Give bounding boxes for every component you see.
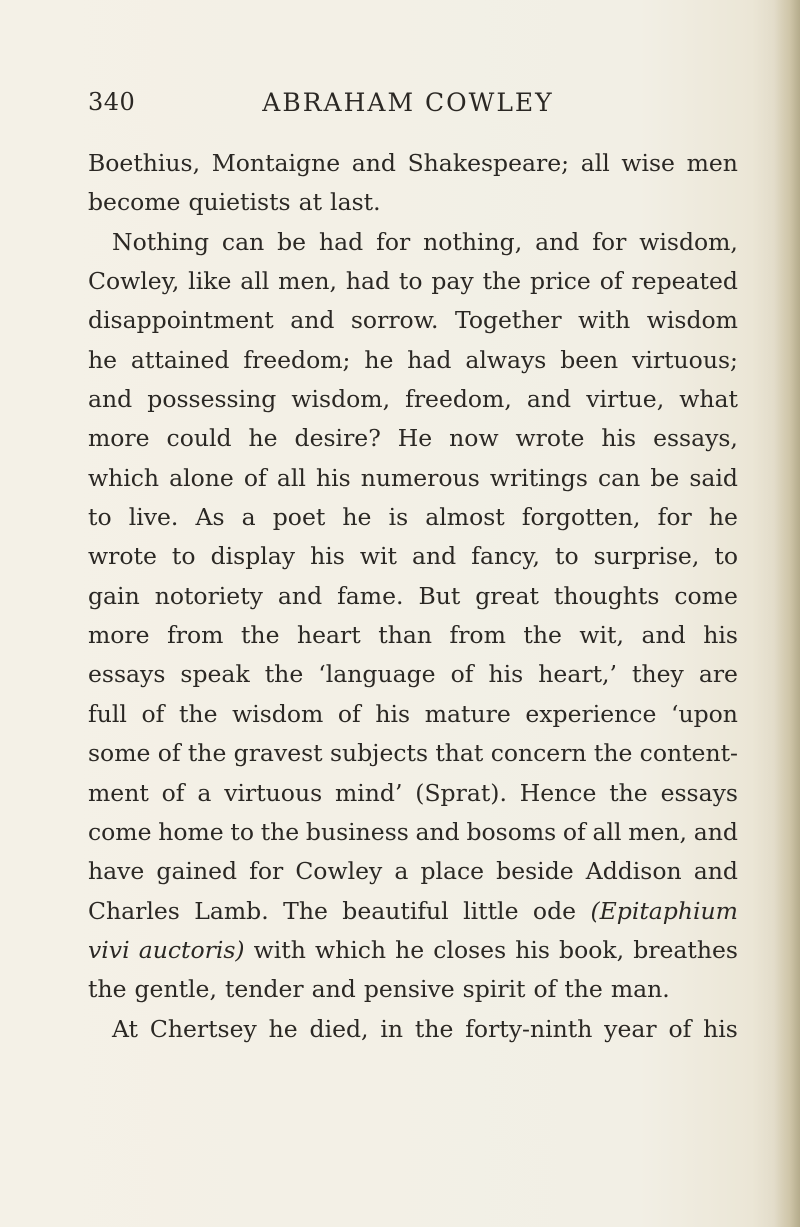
word: But (418, 581, 461, 610)
word: writings (489, 463, 588, 492)
word: to (88, 503, 112, 532)
word: poet (272, 503, 326, 532)
word: great (475, 581, 539, 610)
text-line (88, 223, 738, 262)
word: can (597, 463, 641, 492)
word: Boethius, (88, 149, 201, 177)
text-line (88, 734, 738, 773)
word: the (260, 817, 300, 846)
word: gain (88, 581, 140, 610)
word: the (564, 975, 603, 1004)
text-line (88, 419, 738, 458)
page-edge-shadow (774, 0, 800, 1227)
word: become (88, 188, 181, 217)
word: men (686, 149, 738, 177)
word: and (535, 227, 580, 256)
word: he (364, 345, 394, 374)
word: the (609, 778, 648, 807)
word: virtuous; (632, 345, 738, 374)
word: sorrow. (350, 306, 439, 335)
word: freedom; (243, 345, 351, 374)
word: to (555, 542, 579, 571)
word: could (166, 424, 232, 453)
word: he (395, 935, 425, 964)
word: and (412, 542, 457, 571)
word: all (276, 463, 306, 492)
word: for (657, 503, 692, 532)
word: Charles (88, 896, 180, 925)
word: wisdom, (639, 227, 738, 256)
word: his (310, 542, 345, 571)
word: pensive (363, 975, 455, 1004)
word: the (414, 1014, 454, 1043)
word: his (601, 424, 637, 453)
word: bosoms (466, 817, 557, 846)
word: ‘language (318, 660, 436, 689)
text-line (88, 774, 738, 813)
text-line (88, 577, 738, 616)
word: and (693, 817, 738, 846)
word: been (560, 345, 619, 374)
word: and (290, 306, 335, 335)
word: the (178, 699, 218, 728)
word: for (592, 227, 627, 256)
word: speak (180, 660, 250, 689)
word: from (449, 621, 506, 650)
word: have (88, 857, 145, 886)
word: At (112, 1014, 139, 1043)
page-header (88, 88, 728, 128)
word: wisdom (646, 306, 738, 335)
word: the (482, 267, 522, 296)
word: of (157, 739, 181, 768)
word: to (171, 542, 196, 571)
word: with (253, 935, 306, 964)
word: Addison (585, 857, 682, 886)
word: little (463, 896, 519, 925)
word: ode (532, 896, 577, 925)
word: full (88, 699, 127, 728)
word: what (679, 385, 738, 414)
word: all (592, 817, 622, 846)
word: some (88, 739, 151, 768)
word: of (161, 778, 185, 807)
word: his (488, 660, 524, 689)
word: wit, (579, 621, 624, 650)
word: he (248, 424, 278, 453)
word: book, (559, 935, 625, 964)
word: a (197, 778, 212, 807)
word: than (378, 621, 432, 650)
word: gentle, (134, 975, 217, 1004)
word: the (240, 621, 280, 650)
word: is (388, 503, 409, 532)
word: to (230, 817, 254, 846)
text-line (88, 183, 738, 222)
word: his (703, 621, 738, 650)
word: come (88, 817, 152, 846)
word: (Epitaphium (590, 896, 738, 925)
word: all (240, 267, 270, 296)
word: The (283, 896, 328, 925)
text-line (88, 459, 738, 498)
word: (Sprat). (415, 778, 507, 807)
word: to (398, 267, 423, 296)
word: forty-ninth (465, 1014, 593, 1043)
word: to (714, 542, 738, 571)
text-line (88, 892, 738, 931)
word: essays (88, 660, 166, 689)
text-line (88, 970, 738, 1009)
word: had (407, 345, 452, 374)
word: Nothing (112, 227, 209, 256)
word: the (593, 739, 633, 768)
word: heart,’ (538, 660, 617, 689)
word: Hence (519, 778, 597, 807)
word: content- (639, 739, 738, 768)
word: men, (278, 267, 337, 296)
word: surprise, (593, 542, 700, 571)
word: and (88, 385, 133, 414)
text-line (88, 144, 738, 183)
word: with (578, 306, 631, 335)
word: concern (490, 739, 587, 768)
word: essays (660, 778, 738, 807)
word: like (188, 267, 232, 296)
page-number: 340 (88, 88, 136, 116)
word: subjects (329, 739, 429, 768)
word: notoriety (154, 581, 263, 610)
word: essays, (653, 424, 738, 453)
word: home (158, 817, 224, 846)
word: wisdom, (291, 385, 391, 414)
word: gained (156, 857, 238, 886)
text-line (88, 262, 738, 301)
word: breathes (633, 935, 738, 964)
word: said (689, 463, 738, 492)
word: tender (224, 975, 304, 1004)
word: had (319, 227, 364, 256)
text-line (88, 1010, 738, 1049)
word: at (298, 188, 323, 217)
word: alone (169, 463, 234, 492)
word: men, (628, 817, 687, 846)
word: business (305, 817, 409, 846)
word: forgotten, (521, 503, 641, 532)
word: more (88, 424, 150, 453)
running-title: ABRAHAM COWLEY (262, 88, 554, 117)
word: of (533, 975, 557, 1004)
text-line (88, 498, 738, 537)
word: for (376, 227, 411, 256)
word: wisdom (232, 699, 324, 728)
word: his (375, 699, 411, 728)
word: disappointment (88, 306, 274, 335)
word: wise (621, 149, 675, 177)
word: Cowley, (88, 267, 180, 296)
word: for (249, 857, 284, 886)
word: are (698, 660, 738, 689)
word: virtuous (224, 778, 323, 807)
word: last. (330, 188, 381, 217)
word: the (88, 975, 127, 1004)
word: always (465, 345, 547, 374)
word: nothing, (423, 227, 523, 256)
word: man. (610, 975, 670, 1004)
word: freedom, (405, 385, 512, 414)
word: and (277, 581, 323, 610)
word: wrote (515, 424, 585, 453)
word: his (515, 935, 550, 964)
word: live. (128, 503, 179, 532)
word: more (88, 621, 150, 650)
text-line (88, 380, 738, 419)
word: his (703, 1014, 738, 1043)
body-text (88, 144, 738, 1049)
word: of (141, 699, 165, 728)
word: and (311, 975, 356, 1004)
word: auctoris) (138, 935, 245, 964)
word: died, (309, 1014, 369, 1043)
word: of (599, 267, 623, 296)
word: pay (431, 267, 474, 296)
text-line (88, 616, 738, 655)
word: be (277, 227, 307, 256)
text-line (88, 852, 738, 891)
word: he (342, 503, 372, 532)
word: possessing (147, 385, 277, 414)
word: which (314, 935, 387, 964)
word: be (650, 463, 680, 492)
word: beautiful (342, 896, 449, 925)
word: he (268, 1014, 298, 1043)
word: of (243, 463, 267, 492)
word: He (397, 424, 433, 453)
word: ment (88, 778, 149, 807)
text-line (88, 931, 738, 970)
word: spirit (462, 975, 526, 1004)
word: place (420, 857, 485, 886)
word: As (195, 503, 225, 532)
word: thoughts (553, 581, 660, 610)
word: and (526, 385, 572, 414)
word: display (210, 542, 296, 571)
word: attained (130, 345, 230, 374)
text-line (88, 695, 738, 734)
word: numerous (360, 463, 480, 492)
word: and (693, 857, 738, 886)
word: and (415, 817, 460, 846)
word: virtue, (586, 385, 665, 414)
word: that (435, 739, 484, 768)
word: quietists (188, 188, 291, 217)
word: and (641, 621, 686, 650)
text-line (88, 655, 738, 694)
word: of (668, 1014, 692, 1043)
word: desire? (294, 424, 381, 453)
word: in (380, 1014, 404, 1043)
text-line (88, 813, 738, 852)
word: year (604, 1014, 657, 1043)
word: Cowley (295, 857, 383, 886)
word: they (632, 660, 684, 689)
word: now (449, 424, 499, 453)
word: experience (525, 699, 657, 728)
word: mature (424, 699, 511, 728)
text-line (88, 341, 738, 380)
word: the (187, 739, 227, 768)
word: Montaigne (211, 149, 341, 177)
word: had (345, 267, 391, 296)
word: of (562, 817, 586, 846)
word: fancy, (471, 542, 540, 571)
word: Lamb. (194, 896, 269, 925)
word: heart (297, 621, 361, 650)
word: of (337, 699, 361, 728)
word: a (394, 857, 409, 886)
word: almost (425, 503, 505, 532)
word: Together (454, 306, 562, 335)
word: his (315, 463, 351, 492)
word: vivi (88, 935, 130, 964)
word: a (241, 503, 256, 532)
word: wrote (88, 542, 157, 571)
word: which (88, 463, 160, 492)
word: fame. (337, 581, 404, 610)
word: wit (359, 542, 397, 571)
word: come (674, 581, 738, 610)
word: can (221, 227, 265, 256)
word: of (450, 660, 474, 689)
word: mind’ (334, 778, 403, 807)
word: closes (433, 935, 507, 964)
word: and (351, 149, 396, 177)
word: all (580, 149, 610, 177)
word: he (708, 503, 738, 532)
text-line (88, 301, 738, 340)
word: he (88, 345, 118, 374)
word: the (264, 660, 304, 689)
word: price (529, 267, 591, 296)
word: from (167, 621, 224, 650)
word: repeated (631, 267, 738, 296)
word: Chertsey (149, 1014, 257, 1043)
text-line (88, 537, 738, 576)
word: ‘upon (670, 699, 738, 728)
word: Shakespeare; (407, 149, 570, 177)
word: beside (496, 857, 574, 886)
word: the (523, 621, 562, 650)
word: gravest (233, 739, 323, 768)
